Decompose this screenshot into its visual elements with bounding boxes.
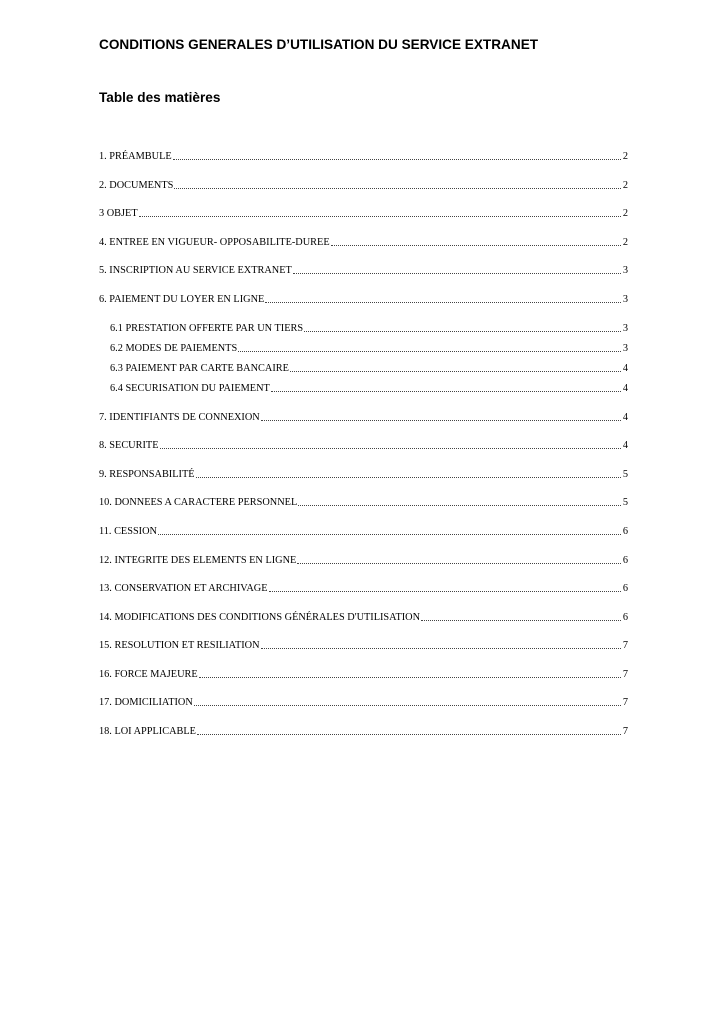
toc-dot-leader [199, 676, 621, 678]
toc-entry-label: 14. MODIFICATIONS DES CONDITIONS GÉNÉRALES D'UTILISATION [99, 612, 421, 623]
toc-subentry[interactable] [110, 322, 628, 336]
toc-entry-page: 6 [622, 555, 628, 566]
toc-entry-page: 4 [622, 440, 628, 451]
toc-entry[interactable] [99, 554, 628, 568]
toc-dot-leader [297, 562, 621, 564]
toc-entry-label: 6.2 MODES DE PAIEMENTS [110, 343, 238, 354]
toc-entry-label: 18. LOI APPLICABLE [99, 726, 196, 737]
toc-entry-page: 4 [622, 412, 628, 423]
toc-entry-page: 5 [622, 497, 628, 508]
toc-entry-page: 3 [622, 294, 628, 305]
toc-dot-leader [196, 476, 621, 478]
toc-entry-page: 7 [622, 726, 628, 737]
toc-entry[interactable] [99, 611, 628, 625]
toc-entry-page: 5 [622, 469, 628, 480]
toc-dot-leader [269, 590, 621, 592]
toc-entry[interactable] [99, 639, 628, 653]
toc-entry-page: 2 [622, 208, 628, 219]
toc-entry-label: 10. DONNEES A CARACTERE PERSONNEL [99, 497, 298, 508]
toc-entry-label: 12. INTEGRITE DES ELEMENTS EN LIGNE [99, 555, 297, 566]
toc-entry[interactable] [99, 468, 628, 482]
toc-dot-leader [293, 272, 621, 274]
toc-entry-page: 7 [622, 640, 628, 651]
toc-entry-label: 4. ENTREE EN VIGUEUR- OPPOSABILITE-DUREE [99, 237, 330, 248]
toc-dot-leader [261, 419, 621, 421]
toc-dot-leader [271, 390, 621, 392]
toc-entry[interactable] [99, 293, 628, 307]
toc-heading: Table des matières [99, 90, 221, 105]
toc-entry-page: 7 [622, 697, 628, 708]
toc-entry[interactable] [99, 150, 628, 164]
toc-entry-page: 4 [622, 363, 628, 374]
toc-entry-page: 2 [622, 237, 628, 248]
toc-entry-page: 2 [622, 151, 628, 162]
toc-entry[interactable] [99, 411, 628, 425]
toc-entry-label: 5. INSCRIPTION AU SERVICE EXTRANET [99, 265, 292, 276]
toc-entry-label: 13. CONSERVATION ET ARCHIVAGE [99, 583, 268, 594]
toc-dot-leader [304, 330, 621, 332]
toc-entry-page: 3 [622, 323, 628, 334]
toc-entry-label: 3 OBJET [99, 208, 138, 219]
toc-subentry[interactable] [110, 382, 628, 396]
toc-entry-label: 2. DOCUMENTS [99, 180, 174, 191]
toc-subentry[interactable] [110, 342, 628, 356]
toc-entry-page: 4 [622, 383, 628, 394]
toc-entry-page: 2 [622, 180, 628, 191]
toc-dot-leader [158, 533, 621, 535]
toc-entry[interactable] [99, 207, 628, 221]
toc-entry[interactable] [99, 725, 628, 739]
toc-entry[interactable] [99, 264, 628, 278]
toc-entry[interactable] [99, 696, 628, 710]
toc-dot-leader [421, 619, 621, 621]
toc-dot-leader [265, 301, 621, 303]
toc-entry-label: 6. PAIEMENT DU LOYER EN LIGNE [99, 294, 265, 305]
toc-entry-label: 16. FORCE MAJEURE [99, 669, 198, 680]
toc-entry-page: 6 [622, 612, 628, 623]
toc-entry[interactable] [99, 525, 628, 539]
toc-entry-label: 1. PRÉAMBULE [99, 151, 172, 162]
toc-entry[interactable] [99, 496, 628, 510]
toc-entry-page: 7 [622, 669, 628, 680]
toc-dot-leader [298, 504, 621, 506]
toc-dot-leader [290, 370, 621, 372]
toc-entry-label: 6.3 PAIEMENT PAR CARTE BANCAIRE [110, 363, 289, 374]
toc-dot-leader [331, 244, 621, 246]
toc-entry-label: 17. DOMICILIATION [99, 697, 193, 708]
toc-entry-page: 6 [622, 526, 628, 537]
toc-entry[interactable] [99, 439, 628, 453]
toc-entry-page: 6 [622, 583, 628, 594]
toc-dot-leader [261, 647, 621, 649]
toc-entry-label: 6.4 SECURISATION DU PAIEMENT [110, 383, 270, 394]
toc-entry[interactable] [99, 582, 628, 596]
toc-entry-label: 9. RESPONSABILITÉ [99, 469, 195, 480]
toc-entry[interactable] [99, 179, 628, 193]
toc-dot-leader [197, 733, 621, 735]
toc-dot-leader [173, 158, 621, 160]
toc-entry-label: 6.1 PRESTATION OFFERTE PAR UN TIERS [110, 323, 304, 334]
toc-entry-label: 15. RESOLUTION ET RESILIATION [99, 640, 260, 651]
toc-entry-page: 3 [622, 265, 628, 276]
toc-dot-leader [160, 447, 622, 449]
toc-subentry[interactable] [110, 362, 628, 376]
document-title: CONDITIONS GENERALES D’UTILISATION DU SERVICE EXTRANET [99, 37, 539, 52]
toc-dot-leader [174, 187, 621, 189]
toc-entry-page: 3 [622, 343, 628, 354]
toc-entry-label: 8. SECURITE [99, 440, 159, 451]
toc-dot-leader [238, 350, 621, 352]
toc-dot-leader [194, 704, 621, 706]
toc-entry[interactable] [99, 668, 628, 682]
toc-entry[interactable] [99, 236, 628, 250]
toc-dot-leader [139, 215, 621, 217]
toc-entry-label: 7. IDENTIFIANTS DE CONNEXION [99, 412, 260, 423]
toc-entry-label: 11. CESSION [99, 526, 157, 537]
